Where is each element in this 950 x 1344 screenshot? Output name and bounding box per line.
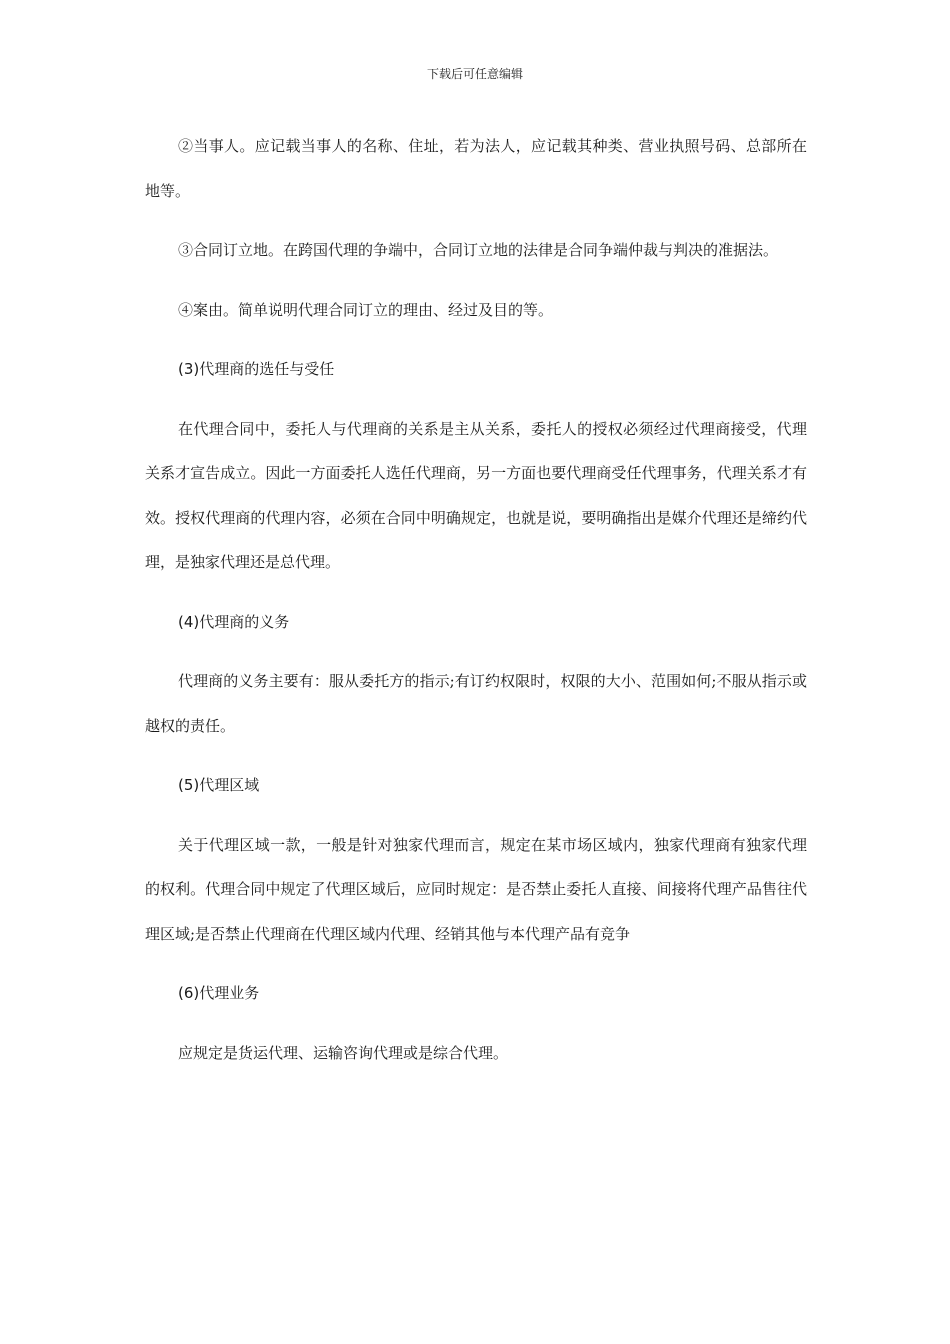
section-heading-4: (4)代理商的义务 (178, 612, 290, 631)
document-body (145, 124, 807, 1075)
paragraph-gap (145, 273, 807, 288)
paragraph-gap (145, 644, 807, 659)
paragraph-region: 关于代理区域一款，一般是针对独家代理而言，规定在某市场区域内，独家代理商有独家代理的权利。代理合同中规定了代理区域后，应同时规定：是否禁止委托人直接、间接将代理产品售往代理区域;是否禁止代理商在代理区域内代理、经销其他与本代理产品有竞争 (145, 835, 807, 943)
paragraph-gap (145, 1016, 807, 1031)
paragraph-gap (145, 956, 807, 971)
paragraph-cause: ④案由。简单说明代理合同订立的理由、经过及目的等。 (178, 300, 554, 319)
paragraph-gap (145, 213, 807, 228)
paragraph-parties: ②当事人。应记载当事人的名称、住址，若为法人，应记载其种类、营业执照号码、总部所在地等。 (145, 137, 807, 200)
section-heading-6: (6)代理业务 (178, 984, 260, 1002)
section-heading-5: (5)代理区域 (178, 776, 260, 794)
paragraph-gap (145, 392, 807, 407)
paragraph-gap (145, 332, 807, 347)
paragraph-contract-place: ③合同订立地。在跨国代理的争端中，合同订立地的法律是合同争端仲裁与判决的准据法。 (178, 241, 779, 259)
paragraph-gap (145, 748, 807, 763)
paragraph-business: 应规定是货运代理、运输咨询代理或是综合代理。 (178, 1043, 509, 1062)
page-header: 下载后可任意编辑 (426, 67, 523, 81)
paragraph-obligations: 代理商的义务主要有：服从委托方的指示;有订约权限时，权限的大小、范围如何;不服从指示或越权的责任。 (145, 672, 807, 735)
paragraph-gap (145, 808, 807, 823)
section-heading-3: (3)代理商的选任与受任 (178, 360, 335, 378)
paragraph-gap (145, 585, 807, 600)
paragraph-selection: 在代理合同中，委托人与代理商的关系是主从关系，委托人的授权必须经过代理商接受，代理关系才宣告成立。因此一方面委托人选任代理商，另一方面也要代理商受任代理事务，代理关系才有效。授权代理商的代理内容，必须在合同中明确规定，也就是说，要明确指出是媒介代理还是缔约代理，是独家代理还是总代理。 (145, 419, 807, 571)
